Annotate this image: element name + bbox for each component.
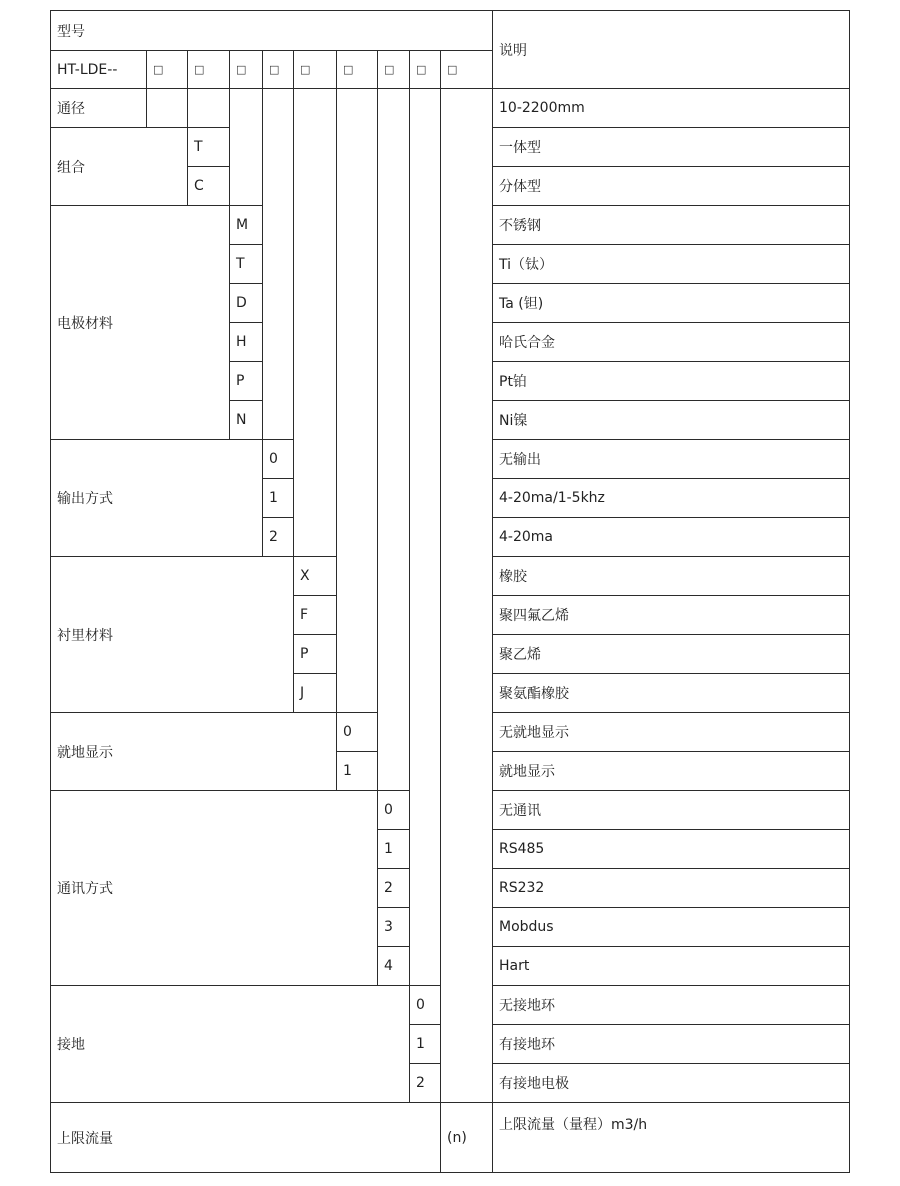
code-slot-6: □: [337, 51, 378, 89]
output-code: 1: [263, 479, 294, 518]
comm-code: 1: [378, 830, 410, 869]
comm-desc: RS232: [493, 869, 850, 908]
lining-desc: 聚氨酯橡胶: [493, 674, 850, 713]
diameter-label: 通径: [51, 89, 147, 128]
code-slot-8: □: [410, 51, 441, 89]
grounding-desc: 有接地电极: [493, 1064, 850, 1103]
code-slot-2: □: [188, 51, 230, 89]
grounding-desc: 有接地环: [493, 1025, 850, 1064]
model-label: 型号: [51, 11, 493, 51]
comm-desc: 无通讯: [493, 791, 850, 830]
grounding-desc: 无接地环: [493, 986, 850, 1025]
electrode-desc: Ta (钽): [493, 284, 850, 323]
output-desc: 4-20ma/1-5khz: [493, 479, 850, 518]
electrode-desc: 哈氏合金: [493, 323, 850, 362]
combination-code: T: [188, 128, 230, 167]
output-desc: 4-20ma: [493, 518, 850, 557]
comm-code: 0: [378, 791, 410, 830]
combination-desc: 一体型: [493, 128, 850, 167]
output-label: 输出方式: [51, 440, 263, 557]
vline-electrode: [230, 89, 263, 206]
comm-code: 2: [378, 869, 410, 908]
vline-display: [337, 89, 378, 713]
electrode-code: D: [230, 284, 263, 323]
code-slot-3: □: [230, 51, 263, 89]
diameter-code-cell: [147, 89, 188, 128]
code-slot-5: □: [294, 51, 337, 89]
model-selection-table: [50, 10, 850, 1173]
vline-flow: [441, 89, 493, 1103]
lining-code: X: [294, 557, 337, 596]
code-slot-9: □: [441, 51, 493, 89]
grounding-label: 接地: [51, 986, 410, 1103]
lining-label: 衬里材料: [51, 557, 294, 713]
output-code: 0: [263, 440, 294, 479]
display-code: 0: [337, 713, 378, 752]
combination-desc: 分体型: [493, 167, 850, 206]
electrode-code: N: [230, 401, 263, 440]
display-desc: 无就地显示: [493, 713, 850, 752]
display-code: 1: [337, 752, 378, 791]
vline-comm: [378, 89, 410, 791]
lining-code: P: [294, 635, 337, 674]
electrode-code: H: [230, 323, 263, 362]
grounding-code: 1: [410, 1025, 441, 1064]
flow-code: (n): [441, 1103, 493, 1173]
model-code: HT-LDE--: [51, 51, 147, 89]
code-slot-4: □: [263, 51, 294, 89]
comm-label: 通讯方式: [51, 791, 378, 986]
diameter-spacer: [188, 89, 230, 128]
lining-desc: 聚乙烯: [493, 635, 850, 674]
electrode-desc: 不锈钢: [493, 206, 850, 245]
lining-desc: 橡胶: [493, 557, 850, 596]
vline-lining: [294, 89, 337, 557]
lining-desc: 聚四氟乙烯: [493, 596, 850, 635]
electrode-code: M: [230, 206, 263, 245]
display-desc: 就地显示: [493, 752, 850, 791]
electrode-desc: Ni镍: [493, 401, 850, 440]
electrode-code: P: [230, 362, 263, 401]
output-code: 2: [263, 518, 294, 557]
flow-desc: 上限流量（量程）m3/h: [493, 1103, 850, 1173]
electrode-desc: Ti（钛）: [493, 245, 850, 284]
lining-code: J: [294, 674, 337, 713]
output-desc: 无输出: [493, 440, 850, 479]
vline-grounding: [410, 89, 441, 986]
code-slot-7: □: [378, 51, 410, 89]
combination-code: C: [188, 167, 230, 206]
lining-code: F: [294, 596, 337, 635]
electrode-code: T: [230, 245, 263, 284]
electrode-label: 电极材料: [51, 206, 230, 440]
vline-output: [263, 89, 294, 440]
code-slot-1: □: [147, 51, 188, 89]
combination-label: 组合: [51, 128, 188, 206]
comm-desc: Mobdus: [493, 908, 850, 947]
electrode-desc: Pt铂: [493, 362, 850, 401]
comm-code: 4: [378, 947, 410, 986]
description-header: 说明: [493, 11, 850, 89]
comm-desc: Hart: [493, 947, 850, 986]
grounding-code: 2: [410, 1064, 441, 1103]
grounding-code: 0: [410, 986, 441, 1025]
comm-desc: RS485: [493, 830, 850, 869]
diameter-desc: 10-2200mm: [493, 89, 850, 128]
display-label: 就地显示: [51, 713, 337, 791]
flow-label: 上限流量: [51, 1103, 441, 1173]
comm-code: 3: [378, 908, 410, 947]
